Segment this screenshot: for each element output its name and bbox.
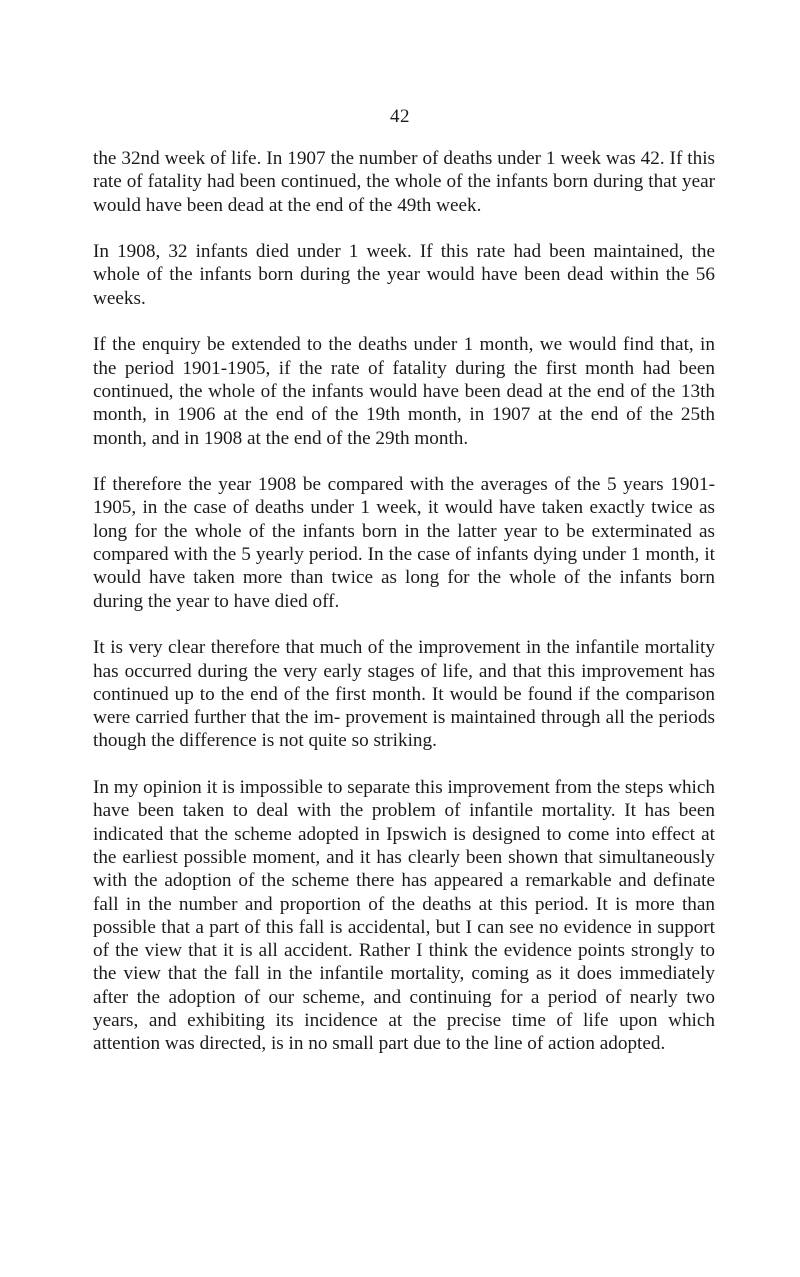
page-number: 42 <box>390 106 410 127</box>
paragraph-5: It is very clear therefore that much of the improvement in the infantile mortality has occurred during the very early stages of life, and that this improvement has continued up to the end of the first month. It would be found if the comparison were carried further that the im- provement is maintained through all the periods though the difference is not quite so striking. <box>93 637 715 752</box>
body-text <box>93 147 715 1056</box>
paragraph-6: In my opinion it is impossible to separate this improvement from the steps which have been taken to deal with the problem of infantile mortality. It has been indicated that the scheme adopted in Ipswich is designed to come into effect at the earliest possible moment, and it has clearly been shown that simultaneously with the adoption of the scheme there has appeared a remarkable and definate fall in the number and proportion of the deaths at this period. It is more than possible that a part of this fall is accidental, but I can see no evidence in support of the view that it is all accident. Rather I think the evidence points strongly to the view that the fall in the infantile mortality, coming as it does immediately after the adoption of our scheme, and continuing for a period of nearly two years, and exhibiting its incidence at the precise time of life upon which attention was directed, is in no small part due to the line of action adopted. <box>93 777 715 1055</box>
paragraph-3: If the enquiry be extended to the deaths under 1 month, we would find that, in the period 1901-1905, if the rate of fatality during the first month had been continued, the whole of the infants would have been dead at the end of the 13th month, in 1906 at the end of the 19th month, in 1907 at the end of the 25th month, and in 1908 at the end of the 29th month. <box>93 334 715 449</box>
paragraph-2: In 1908, 32 infants died under 1 week. If this rate had been maintained, the whole of the infants born during the year would have been dead within the 56 weeks. <box>93 241 715 309</box>
paragraph-1: the 32nd week of life. In 1907 the number of deaths under 1 week was 42. If this rate of fatality had been continued, the whole of the infants born during that year would have been dead at the end of the 49th week. <box>93 148 715 216</box>
paragraph-4: If therefore the year 1908 be compared with the averages of the 5 years 1901-1905, in the case of deaths under 1 week, it would have taken exactly twice as long for the whole of the infants born in the latter year to be exterminated as compared with the 5 yearly period. In the case of infants dying under 1 month, it would have taken more than twice as long for the whole of the infants born during the year to have died off. <box>93 474 715 612</box>
